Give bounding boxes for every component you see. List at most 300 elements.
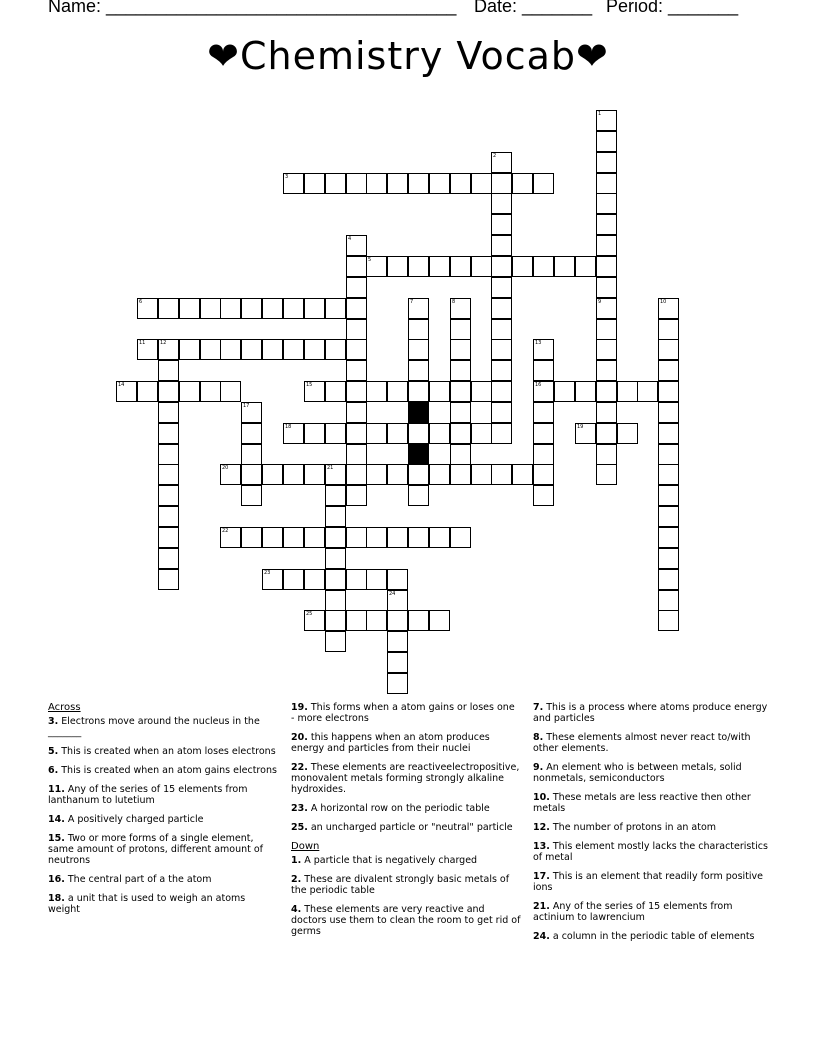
crossword-cell[interactable]	[596, 339, 617, 360]
crossword-cell[interactable]	[533, 339, 554, 360]
crossword-cell[interactable]	[491, 339, 512, 360]
clue-num: 8.	[533, 732, 544, 743]
crossword-cell[interactable]	[158, 444, 179, 465]
clue-number: 11	[139, 340, 146, 346]
crossword-cell[interactable]	[346, 485, 367, 506]
down-clue	[291, 874, 521, 896]
crossword-cell[interactable]	[346, 339, 367, 360]
crossword-cell[interactable]	[471, 173, 492, 194]
crossword-cell[interactable]	[491, 298, 512, 319]
crossword-cell[interactable]	[241, 298, 262, 319]
crossword-cell[interactable]	[116, 381, 137, 402]
crossword-cell[interactable]	[596, 360, 617, 381]
date-field[interactable]: Date: _______	[474, 0, 593, 16]
crossword-cell[interactable]	[325, 569, 346, 590]
crossword-cell[interactable]	[471, 381, 492, 402]
crossword-cell[interactable]	[158, 548, 179, 569]
clue-num: 5.	[48, 746, 59, 757]
name-field[interactable]: Name: ___________________________________	[48, 0, 457, 16]
crossword-cell[interactable]	[220, 527, 241, 548]
crossword-cell[interactable]	[596, 464, 617, 485]
across-clue	[48, 893, 280, 915]
crossword-cell[interactable]	[325, 485, 346, 506]
crossword-cell[interactable]	[241, 339, 262, 360]
crossword-cell[interactable]	[304, 298, 325, 319]
crossword-cell[interactable]	[304, 464, 325, 485]
crossword-cell[interactable]	[387, 173, 408, 194]
clue-number: 2	[493, 153, 497, 159]
across-clue	[48, 765, 280, 776]
crossword-cell[interactable]	[158, 569, 179, 590]
crossword-cell[interactable]	[658, 298, 679, 319]
crossword-cell[interactable]	[491, 235, 512, 256]
crossword-cell[interactable]	[658, 339, 679, 360]
down-heading: Down	[291, 841, 320, 852]
across-clue	[291, 803, 521, 814]
crossword-cell[interactable]	[408, 423, 429, 444]
crossword-cell[interactable]	[512, 464, 533, 485]
crossword-cell[interactable]	[491, 277, 512, 298]
crossword-cell[interactable]	[283, 569, 304, 590]
crossword-cell[interactable]	[408, 610, 429, 631]
crossword-cell[interactable]	[450, 256, 471, 277]
clue-text: These are divalent strongly basic metals of the periodic table	[291, 874, 510, 896]
crossword-cell[interactable]	[658, 590, 679, 611]
clue-number: 19	[577, 424, 584, 430]
crossword-cell[interactable]	[658, 548, 679, 569]
crossword-cell[interactable]	[408, 527, 429, 548]
clue-text: These elements are very reactive and doctors use them to clean the room to get rid of germs	[291, 904, 521, 937]
crossword-cell[interactable]	[533, 173, 554, 194]
clue-text: Any of the series of 15 elements from lanthanum to lutetium	[48, 784, 248, 806]
crossword-cell[interactable]	[491, 423, 512, 444]
clue-text: This forms when a atom gains or loses one - more electrons	[291, 702, 515, 724]
crossword-cell[interactable]	[304, 569, 325, 590]
crossword-cell[interactable]	[533, 381, 554, 402]
across-heading: Across	[48, 702, 81, 713]
crossword-cell[interactable]	[304, 381, 325, 402]
across-clue	[48, 833, 280, 866]
crossword-cell[interactable]	[596, 423, 617, 444]
crossword-cell[interactable]	[429, 464, 450, 485]
across-clue	[48, 814, 280, 825]
crossword-cell[interactable]	[262, 464, 283, 485]
crossword-cell[interactable]	[575, 381, 596, 402]
crossword-cell[interactable]	[471, 423, 492, 444]
crossword-cell[interactable]	[241, 485, 262, 506]
crossword-cell[interactable]	[137, 339, 158, 360]
clue-text: The central part of a the atom	[64, 874, 212, 885]
clue-number: 23	[264, 570, 271, 576]
crossword-cell[interactable]	[137, 381, 158, 402]
clue-number: 9	[598, 299, 602, 305]
clue-number: 10	[660, 299, 667, 305]
crossword-cell[interactable]	[596, 131, 617, 152]
down-clue	[533, 792, 768, 814]
clues-column-3	[533, 702, 768, 950]
clue-number: 25	[306, 611, 313, 617]
down-clue	[533, 822, 768, 833]
crossword-cell[interactable]	[158, 402, 179, 423]
crossword-cell[interactable]	[158, 298, 179, 319]
crossword-cell[interactable]	[408, 256, 429, 277]
crossword-cell[interactable]	[387, 652, 408, 673]
down-clue	[533, 871, 768, 893]
crossword-cell[interactable]	[387, 256, 408, 277]
crossword-cell[interactable]	[346, 610, 367, 631]
crossword-cell[interactable]	[346, 277, 367, 298]
clue-number: 3	[285, 174, 289, 180]
crossword-cell[interactable]	[241, 444, 262, 465]
crossword-cell[interactable]	[658, 444, 679, 465]
crossword-cell[interactable]	[596, 214, 617, 235]
crossword-cell[interactable]	[471, 464, 492, 485]
clue-num: 10.	[533, 792, 550, 803]
crossword-cell[interactable]	[158, 423, 179, 444]
down-clue	[533, 762, 768, 784]
clue-number: 24	[389, 591, 396, 597]
crossword-cell[interactable]	[429, 423, 450, 444]
clues-column-2	[291, 702, 521, 945]
crossword-cell[interactable]	[658, 381, 679, 402]
crossword-cell[interactable]	[283, 339, 304, 360]
crossword-cell[interactable]	[200, 339, 221, 360]
crossword-cell[interactable]	[346, 444, 367, 465]
clue-num: 11.	[48, 784, 65, 795]
crossword-cell[interactable]	[491, 360, 512, 381]
crossword-cell[interactable]	[262, 339, 283, 360]
crossword-cell[interactable]	[304, 610, 325, 631]
clue-number: 17	[243, 403, 250, 409]
crossword-cell[interactable]	[387, 464, 408, 485]
crossword-cell[interactable]	[596, 152, 617, 173]
crossword-cell[interactable]	[325, 506, 346, 527]
crossword-cell[interactable]	[491, 152, 512, 173]
crossword-cell[interactable]	[658, 402, 679, 423]
crossword-cell[interactable]	[575, 423, 596, 444]
crossword-cell[interactable]	[366, 464, 387, 485]
crossword-cell[interactable]	[325, 381, 346, 402]
crossword-cell[interactable]	[429, 381, 450, 402]
across-clue	[291, 762, 521, 795]
crossword-cell[interactable]	[450, 464, 471, 485]
crossword-cell[interactable]	[304, 173, 325, 194]
crossword-cell[interactable]	[658, 485, 679, 506]
crossword-cell[interactable]	[450, 444, 471, 465]
crossword-cell[interactable]	[450, 319, 471, 340]
crossword-cell[interactable]	[387, 631, 408, 652]
crossword-cell[interactable]	[596, 298, 617, 319]
crossword-cell[interactable]	[387, 527, 408, 548]
crossword-cell[interactable]	[158, 485, 179, 506]
clue-num: 4.	[291, 904, 302, 915]
crossword-cell[interactable]	[262, 298, 283, 319]
crossword-cell[interactable]	[304, 527, 325, 548]
crossword-cell[interactable]	[596, 235, 617, 256]
crossword-cell[interactable]	[408, 485, 429, 506]
crossword-cell[interactable]	[179, 339, 200, 360]
crossword-cell[interactable]	[346, 527, 367, 548]
crossword-cell[interactable]	[387, 673, 408, 694]
crossword-cell[interactable]	[220, 464, 241, 485]
crossword-cell[interactable]	[617, 423, 638, 444]
crossword-cell[interactable]	[596, 277, 617, 298]
crossword-cell[interactable]	[366, 610, 387, 631]
crossword-cell[interactable]	[325, 298, 346, 319]
crossword-cell[interactable]	[283, 298, 304, 319]
crossword-cell[interactable]	[450, 423, 471, 444]
crossword-cell[interactable]	[200, 381, 221, 402]
period-field[interactable]: Period: _______	[606, 0, 739, 16]
crossword-cell[interactable]	[346, 360, 367, 381]
crossword-cell[interactable]	[596, 319, 617, 340]
clue-text: An element who is between metals, solid nonmetals, semiconductors	[533, 762, 742, 784]
across-clue	[48, 784, 280, 806]
clue-text: Electrons move around the nucleus in the _______	[48, 716, 260, 738]
down-list-a	[291, 855, 521, 937]
crossword-cell[interactable]	[596, 444, 617, 465]
crossword-cell[interactable]	[346, 423, 367, 444]
crossword-cell[interactable]	[450, 360, 471, 381]
crossword-cell[interactable]	[158, 506, 179, 527]
crossword-cell[interactable]	[158, 527, 179, 548]
crossword-cell[interactable]	[325, 631, 346, 652]
crossword-cell[interactable]	[554, 256, 575, 277]
clue-num: 16.	[48, 874, 65, 885]
clue-text: These elements almost never react to/with other elements.	[533, 732, 751, 754]
crossword-cell[interactable]	[346, 402, 367, 423]
crossword-cell[interactable]	[596, 256, 617, 277]
crossword-cell[interactable]	[304, 423, 325, 444]
across-list-b	[291, 702, 521, 833]
down-clue	[291, 855, 521, 866]
clue-num: 9.	[533, 762, 544, 773]
crossword-cell[interactable]	[658, 610, 679, 631]
crossword-cell[interactable]	[220, 339, 241, 360]
crossword-cell[interactable]	[450, 381, 471, 402]
crossword-cell[interactable]	[366, 381, 387, 402]
clue-number: 13	[535, 340, 542, 346]
crossword-cell[interactable]	[408, 381, 429, 402]
crossword-cell[interactable]	[158, 464, 179, 485]
page-title: ❤Chemistry Vocab❤	[207, 34, 609, 78]
crossword-cell[interactable]	[262, 527, 283, 548]
crossword-cell[interactable]	[450, 527, 471, 548]
crossword-cell[interactable]	[283, 527, 304, 548]
across-clue	[48, 874, 280, 885]
crossword-cell[interactable]	[325, 423, 346, 444]
clue-text: A positively charged particle	[64, 814, 204, 825]
clue-number: 1	[598, 111, 602, 117]
crossword-cell[interactable]	[658, 319, 679, 340]
crossword-cell[interactable]	[346, 319, 367, 340]
crossword-cell[interactable]	[346, 298, 367, 319]
crossword-cell[interactable]	[325, 590, 346, 611]
crossword-cell[interactable]	[346, 256, 367, 277]
black-square	[408, 402, 429, 423]
crossword-cell[interactable]	[408, 319, 429, 340]
crossword-cell[interactable]	[491, 319, 512, 340]
black-square	[408, 444, 429, 465]
crossword-cell[interactable]	[408, 360, 429, 381]
crossword-cell[interactable]	[429, 610, 450, 631]
crossword-cell[interactable]	[346, 569, 367, 590]
clue-number: 15	[306, 382, 313, 388]
clue-text: this happens when an atom produces energy and particles from their nuclei	[291, 732, 490, 754]
across-clue	[48, 716, 280, 738]
crossword-cell[interactable]	[596, 110, 617, 131]
crossword-cell[interactable]	[366, 569, 387, 590]
crossword-cell[interactable]	[241, 464, 262, 485]
crossword-cell[interactable]	[491, 214, 512, 235]
crossword-cell[interactable]	[158, 339, 179, 360]
clue-num: 20.	[291, 732, 308, 743]
crossword-cell[interactable]	[658, 506, 679, 527]
crossword-cell[interactable]	[220, 298, 241, 319]
clue-number: 20	[222, 465, 229, 471]
crossword-cell[interactable]	[158, 360, 179, 381]
down-clue	[533, 702, 768, 724]
crossword-cell[interactable]	[283, 173, 304, 194]
clue-text: These elements are reactiveelectropositive, monovalent metals forming strongly alkaline hydroxides.	[291, 762, 520, 795]
crossword-cell[interactable]	[325, 548, 346, 569]
crossword-cell[interactable]	[429, 173, 450, 194]
clue-num: 3.	[48, 716, 59, 727]
crossword-cell[interactable]	[387, 610, 408, 631]
crossword-cell[interactable]	[533, 464, 554, 485]
crossword-cell[interactable]	[575, 256, 596, 277]
clue-num: 6.	[48, 765, 59, 776]
crossword-cell[interactable]	[179, 298, 200, 319]
crossword-cell[interactable]	[283, 464, 304, 485]
clue-text: This is created when an atom loses electrons	[58, 746, 276, 757]
crossword-cell[interactable]	[408, 464, 429, 485]
crossword-cell[interactable]	[387, 590, 408, 611]
crossword-cell[interactable]	[533, 402, 554, 423]
crossword-cell[interactable]	[491, 402, 512, 423]
clue-num: 22.	[291, 762, 308, 773]
clue-text: a unit that is used to weigh an atoms weight	[48, 893, 246, 915]
crossword-cell[interactable]	[658, 423, 679, 444]
crossword-cell[interactable]	[220, 381, 241, 402]
crossword-cell[interactable]	[325, 173, 346, 194]
crossword-cell[interactable]	[408, 173, 429, 194]
clue-number: 21	[327, 465, 334, 471]
clue-num: 7.	[533, 702, 544, 713]
crossword-cell[interactable]	[408, 339, 429, 360]
crossword-cell[interactable]	[346, 173, 367, 194]
crossword-cell[interactable]	[533, 485, 554, 506]
clue-num: 12.	[533, 822, 550, 833]
crossword-cell[interactable]	[658, 360, 679, 381]
crossword-cell[interactable]	[512, 173, 533, 194]
crossword-cell[interactable]	[387, 423, 408, 444]
crossword-cell[interactable]	[658, 569, 679, 590]
crossword-cell[interactable]	[450, 402, 471, 423]
crossword-cell[interactable]	[533, 423, 554, 444]
clue-number: 22	[222, 528, 229, 534]
clue-num: 19.	[291, 702, 308, 713]
clue-text: This is created when an atom gains electrons	[58, 765, 277, 776]
crossword-cell[interactable]	[637, 381, 658, 402]
crossword-cell[interactable]	[512, 256, 533, 277]
crossword-cell[interactable]	[658, 464, 679, 485]
clue-number: 6	[139, 299, 143, 305]
clue-num: 13.	[533, 841, 550, 852]
crossword-cell[interactable]	[387, 569, 408, 590]
crossword-cell[interactable]	[429, 527, 450, 548]
crossword-cell[interactable]	[366, 173, 387, 194]
crossword-cell[interactable]	[533, 444, 554, 465]
crossword-cell[interactable]	[387, 381, 408, 402]
crossword-cell[interactable]	[158, 381, 179, 402]
clue-num: 17.	[533, 871, 550, 882]
crossword-cell[interactable]	[366, 256, 387, 277]
crossword-cell[interactable]	[346, 464, 367, 485]
crossword-cell[interactable]	[450, 298, 471, 319]
down-list-b	[533, 702, 768, 942]
crossword-cell[interactable]	[491, 256, 512, 277]
clue-number: 18	[285, 424, 292, 430]
crossword-cell[interactable]	[533, 256, 554, 277]
clue-number: 7	[410, 299, 414, 305]
crossword-cell[interactable]	[408, 298, 429, 319]
crossword-cell[interactable]	[241, 402, 262, 423]
crossword-cell[interactable]	[491, 464, 512, 485]
crossword-cell[interactable]	[325, 610, 346, 631]
crossword-cell[interactable]	[617, 381, 638, 402]
crossword-cell[interactable]	[596, 402, 617, 423]
crossword-cell[interactable]	[491, 381, 512, 402]
crossword-cell[interactable]	[658, 527, 679, 548]
clue-text: Two or more forms of a single element, same amount of protons, different amount of neutrons	[48, 833, 264, 866]
crossword-cell[interactable]	[366, 423, 387, 444]
crossword-cell[interactable]	[241, 423, 262, 444]
crossword-cell[interactable]	[283, 423, 304, 444]
crossword-cell[interactable]	[471, 256, 492, 277]
crossword-cell[interactable]	[346, 235, 367, 256]
crossword-cell[interactable]	[325, 527, 346, 548]
crossword-cell[interactable]	[554, 381, 575, 402]
crossword-cell[interactable]	[325, 339, 346, 360]
across-clue	[291, 702, 521, 724]
crossword-cell[interactable]	[200, 298, 221, 319]
across-list-a	[48, 716, 280, 915]
crossword-cell[interactable]	[366, 527, 387, 548]
crossword-cell[interactable]	[491, 173, 512, 194]
crossword-cell[interactable]	[429, 256, 450, 277]
clue-number: 8	[452, 299, 456, 305]
crossword-cell[interactable]	[533, 360, 554, 381]
crossword-cell[interactable]	[262, 569, 283, 590]
crossword-cell[interactable]	[491, 193, 512, 214]
crossword-cell[interactable]	[596, 381, 617, 402]
crossword-cell[interactable]	[346, 381, 367, 402]
crossword-cell[interactable]	[450, 339, 471, 360]
across-clue	[291, 732, 521, 754]
crossword-cell[interactable]	[179, 381, 200, 402]
crossword-cell[interactable]	[241, 527, 262, 548]
clue-text: Any of the series of 15 elements from actinium to lawrencium	[533, 901, 733, 923]
clue-num: 25.	[291, 822, 308, 833]
crossword-cell[interactable]	[137, 298, 158, 319]
crossword-cell[interactable]	[325, 464, 346, 485]
crossword-cell[interactable]	[450, 173, 471, 194]
crossword-cell[interactable]	[596, 193, 617, 214]
clue-num: 14.	[48, 814, 65, 825]
crossword-cell[interactable]	[596, 173, 617, 194]
crossword-cell[interactable]	[304, 339, 325, 360]
